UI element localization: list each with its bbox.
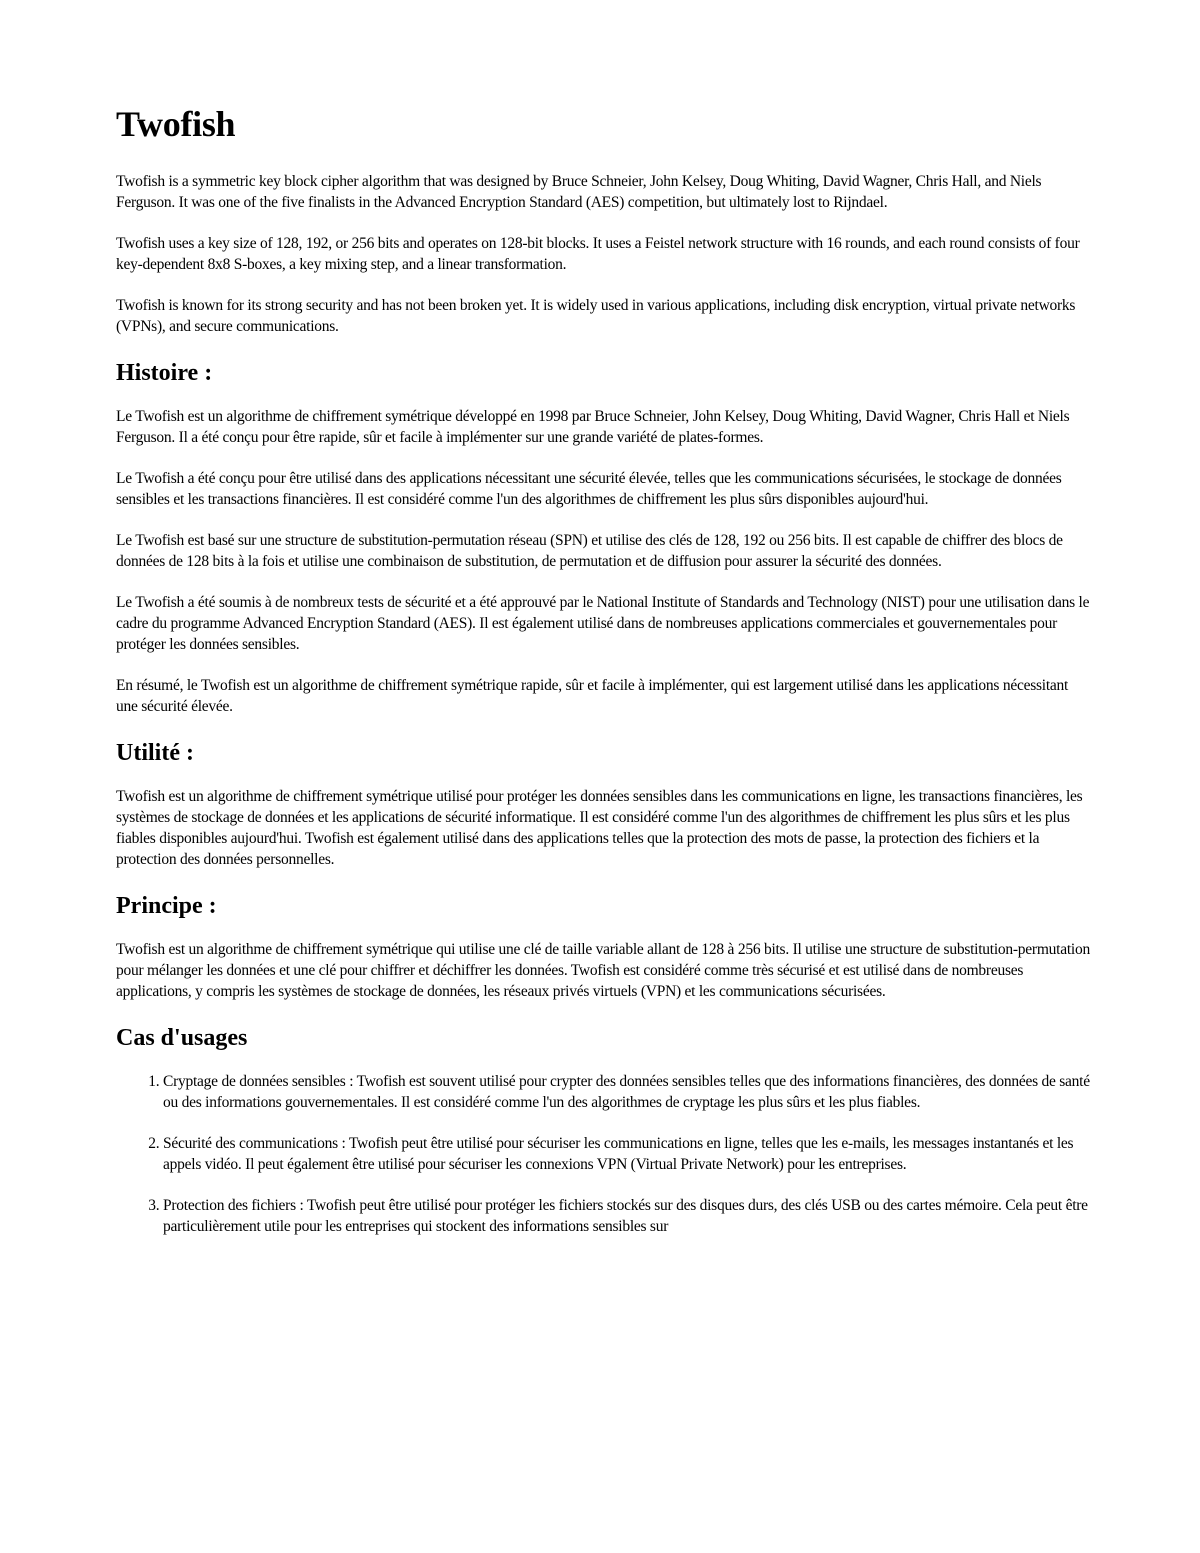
list-item: 2. Sécurité des communications : Twofish peut être utilisé pour sécuriser les communications en ligne, telles que les e-mails, les messages instantanés et les appels vidéo. Il peut également être utilisé pour sécuriser les connexions VPN (Virtual Private Network) pour les entreprises. — [163, 1133, 1092, 1175]
document-page — [116, 104, 1092, 1257]
cas-usages-list — [116, 1071, 1092, 1237]
principe-section — [116, 892, 1092, 1002]
section-heading-utilite: Utilité : — [116, 740, 194, 767]
list-item: 1. Cryptage de données sensibles : Twofish est souvent utilisé pour crypter des données sensibles telles que des informations financières, des données de santé ou des informations gouvernementales. Il est considéré comme l'un des algorithmes de cryptage les plus sûrs et les plus fiables. — [163, 1071, 1092, 1113]
section-heading-principe: Principe : — [116, 892, 217, 919]
section-heading-histoire: Histoire : — [116, 360, 213, 387]
list-item: 3. Protection des fichiers : Twofish peut être utilisé pour protéger les fichiers stockés sur des disques durs, des clés USB ou des cartes mémoire. Cela peut être particulièrement utile pour les entreprises qui stockent des informations sensibles sur — [163, 1195, 1092, 1237]
histoire-paragraph: Le Twofish est un algorithme de chiffrement symétrique développé en 1998 par Bruce Schneier, John Kelsey, Doug Whiting, David Wagner, Chris Hall et Niels Ferguson. Il a été conçu pour être rapide, sûr et facile à implémenter sur une grande variété de plates-formes. — [116, 408, 1070, 447]
intro-paragraph: Twofish uses a key size of 128, 192, or 256 bits and operates on 128-bit blocks. It uses a Feistel network structure with 16 rounds, and each round consists of four key-dependent 8x8 S-boxes, a key mixing step, and a linear transformation. — [116, 235, 1080, 274]
intro-section — [116, 171, 1092, 337]
histoire-paragraph: Le Twofish a été conçu pour être utilisé dans des applications nécessitant une sécurité élevée, telles que les communications sécurisées, le stockage de données sensibles et les transactions financières. Il est considéré comme l'un des algorithmes de chiffrement les plus sûrs disponibles aujourd'hui. — [116, 470, 1062, 509]
histoire-section — [116, 359, 1092, 717]
histoire-paragraph: En résumé, le Twofish est un algorithme de chiffrement symétrique rapide, sûr et facile à implémenter, qui est largement utilisé dans les applications nécessitant une sécurité élevée. — [116, 677, 1069, 716]
principe-paragraph: Twofish est un algorithme de chiffrement symétrique qui utilise une clé de taille variable allant de 128 à 256 bits. Il utilise une structure de substitution-permutation pour mélanger les données et une clé pour chiffrer et déchiffrer les données. Twofish est considéré comme très sécurisé et est utilisé dans de nombreuses applications, y compris les systèmes de stockage de données, les réseaux privés virtuels (VPN) et les communications sécurisées. — [116, 940, 1090, 1000]
cas-usages-section — [116, 1024, 1092, 1237]
histoire-paragraph: Le Twofish a été soumis à de nombreux tests de sécurité et a été approuvé par le National Institute of Standards and Technology (NIST) pour une utilisation dans le cadre du programme Advanced Encryption Standard (AES). Il est également utilisé dans de nombreuses applications commerciales et gouvernementales pour protéger les données sensibles. — [116, 594, 1090, 654]
section-heading-cas-usages: Cas d'usages — [116, 1024, 248, 1051]
utilite-section — [116, 739, 1092, 870]
page-title: Twofish — [116, 104, 236, 144]
utilite-paragraph: Twofish est un algorithme de chiffrement symétrique utilisé pour protéger les données sensibles dans les communications en ligne, les transactions financières, les systèmes de stockage de données et les applications de sécurité informatique. Il est considéré comme l'un des algorithmes de chiffrement les plus sûrs et les plus fiables disponibles aujourd'hui. Twofish est également utilisé dans des applications telles que la protection des mots de passe, la protection des fichiers et la protection des données personnelles. — [116, 787, 1083, 868]
histoire-paragraph: Le Twofish est basé sur une structure de substitution-permutation réseau (SPN) et utilise des clés de 128, 192 ou 256 bits. Il est capable de chiffrer des blocs de données de 128 bits à la fois et utilise une combinaison de substitution, de permutation et de diffusion pour assurer la sécurité des données. — [116, 532, 1063, 571]
intro-paragraph: Twofish is a symmetric key block cipher algorithm that was designed by Bruce Schneier, John Kelsey, Doug Whiting, David Wagner, Chris Hall, and Niels Ferguson. It was one of the five finalists in the Advanced Encryption Standard (AES) competition, but ultimately lost to Rijndael. — [116, 173, 1042, 212]
intro-paragraph: Twofish is known for its strong security and has not been broken yet. It is widely used in various applications, including disk encryption, virtual private networks (VPNs), and secure communications. — [116, 297, 1076, 336]
